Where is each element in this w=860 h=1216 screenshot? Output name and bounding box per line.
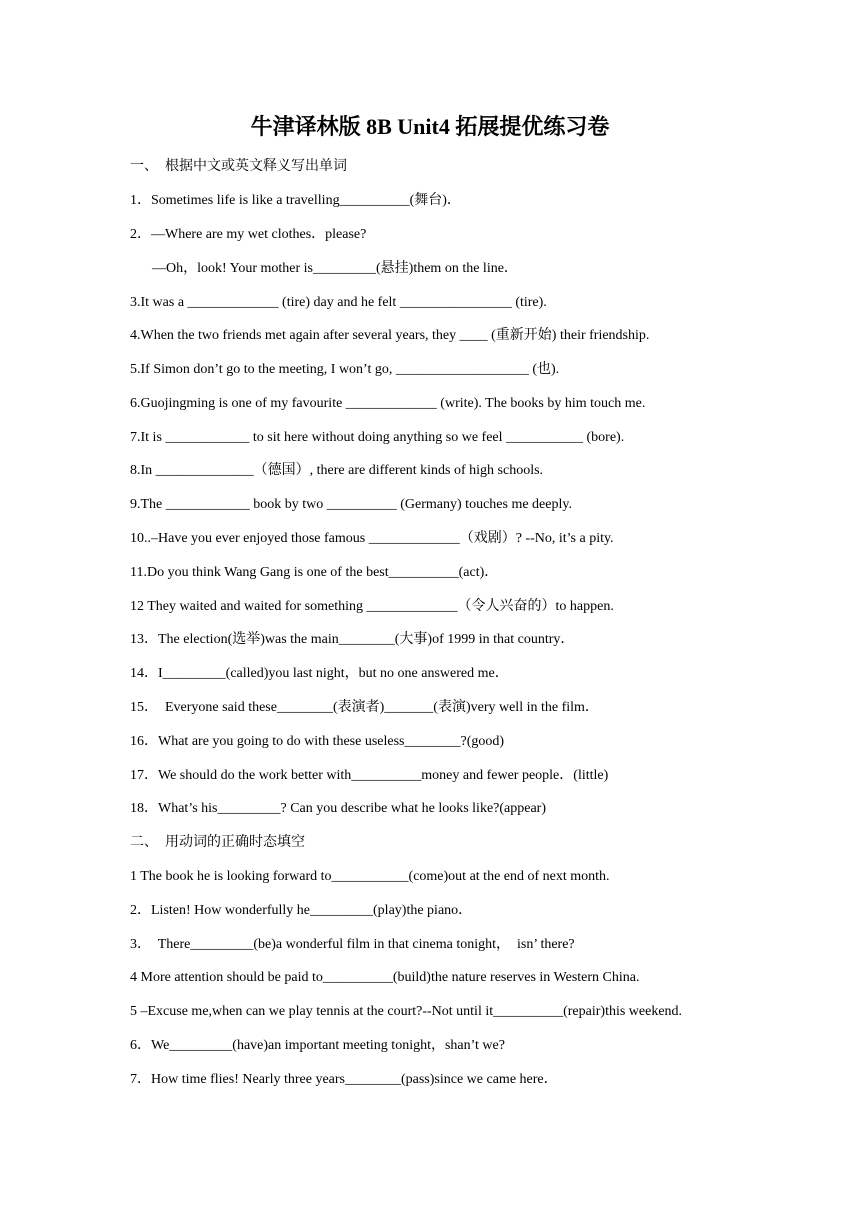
question-item: 3． There_________(be)a wonderful film in that cinema tonight， isn’ there? [130, 937, 575, 952]
question-item-answer-line: —Oh，look! Your mother is_________(悬挂)them on the line． [152, 261, 518, 276]
question-item: 15． Everyone said these________(表演者)_______(表演)very well in the film． [130, 700, 599, 715]
question-item: 1 The book he is looking forward to___________(come)out at the end of next month. [130, 869, 610, 884]
question-item: 9.The ____________ book by two __________ (Germany) touches me deeply. [130, 497, 572, 512]
question-item: 4.When the two friends met again after several years, they ____ (重新开始) their friendship. [130, 328, 650, 343]
question-item: 1．Sometimes life is like a travelling__________(舞台)． [130, 193, 461, 208]
question-item: 8.In ______________（德国）, there are different kinds of high schools. [130, 463, 544, 478]
question-item: 5 –Excuse me,when can we play tennis at the court?--Not until it__________(repair)this weekend. [130, 1004, 683, 1019]
question-item: 3.It was a _____________ (tire) day and he felt ________________ (tire). [130, 295, 547, 310]
question-item: 2．—Where are my wet clothes．please? [130, 227, 367, 242]
question-item: 11.Do you think Wang Gang is one of the best__________(act)． [130, 565, 499, 580]
question-item: 18．What’s his_________? Can you describe what he looks like?(appear) [130, 801, 547, 816]
page-title: 牛津译林版 8B Unit4 拓展提优练习卷 [250, 114, 610, 139]
question-item: 2．Listen! How wonderfully he_________(play)the piano． [130, 903, 473, 918]
question-item: 13．The election(选举)was the main________(大事)of 1999 in that country． [130, 632, 575, 647]
question-item: 4 More attention should be paid to__________(build)the nature reserves in Western China. [130, 970, 640, 985]
question-item: 16．What are you going to do with these useless________?(good) [130, 734, 505, 749]
question-item: 6．We_________(have)an important meeting tonight，shan’t we? [130, 1038, 505, 1053]
question-item: 7．How time flies! Nearly three years________(pass)since we came here． [130, 1072, 558, 1087]
question-item: 5.If Simon don’t go to the meeting, I won’t go, ___________________ (也). [130, 362, 560, 377]
question-item: 6.Guojingming is one of my favourite _____________ (write). The books by him touch me. [130, 396, 646, 411]
question-item: 14．I_________(called)you last night，but no one answered me． [130, 666, 509, 681]
question-item: 10..–Have you ever enjoyed those famous _____________（戏剧）? --No, it’s a pity. [130, 531, 614, 546]
section-heading-1: 一、 根据中文或英文释义写出单词 [130, 159, 347, 174]
question-item: 7.It is ____________ to sit here without doing anything so we feel ___________ (bore). [130, 430, 625, 445]
question-item: 17．We should do the work better with__________money and fewer people．(little) [130, 768, 609, 783]
section-heading-2: 二、 用动词的正确时态填空 [130, 835, 305, 850]
question-item: 12 They waited and waited for something _____________（令人兴奋的）to happen. [130, 599, 614, 614]
